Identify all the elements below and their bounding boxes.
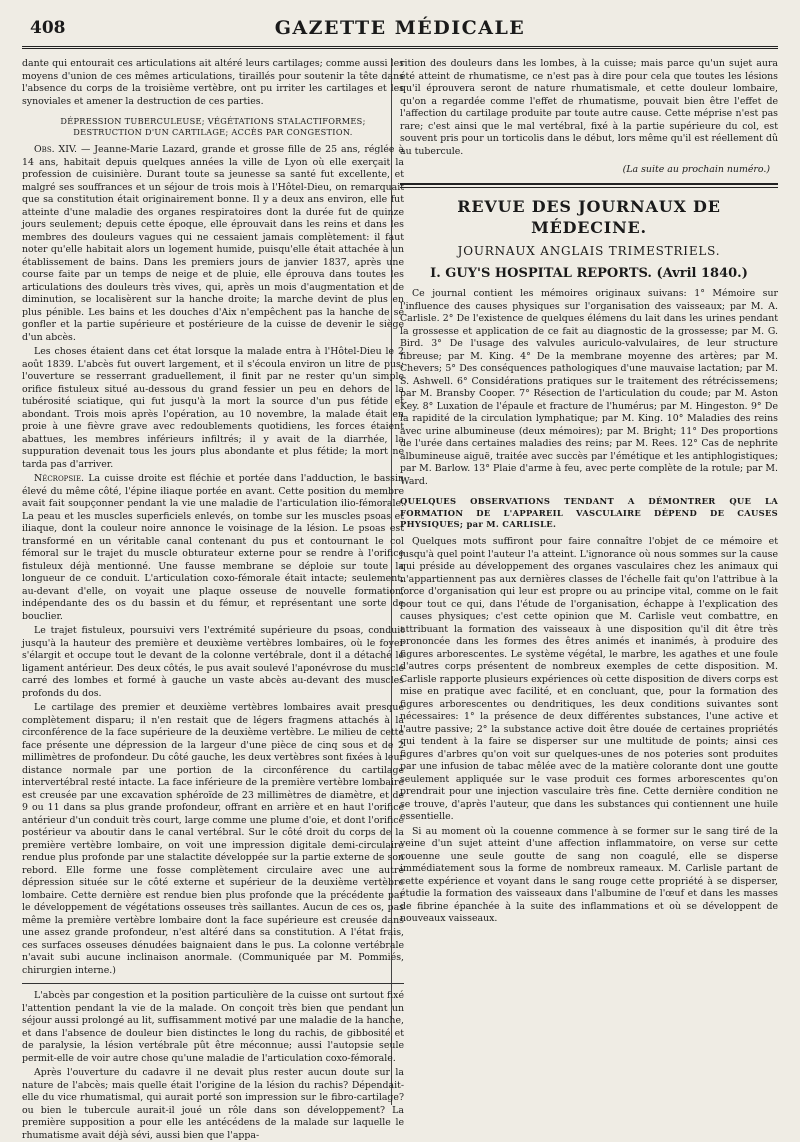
- observation-label: Obs. XIV.: [34, 144, 78, 156]
- paragraph-quelques-mots: Quelques mots suffiront pour faire connaître l'objet de ce mémoire et jusqu'à quel point l'auteur l'a atteint. L'ignorance où nous sommes sur la cause qui préside au développement des organes vasculaires chez les animaux qui n'appartiennent pas aux dernières classes de l'échelle fait qu'on l'attribue à la force d'organisation qui leur est propre ou au principe vital, comme on le fait pour tout ce qui, dans l'étude de l'organisation, échappe à l'explication des causes physiques; c'est cette opinion que M. Carlisle veut combattre, en attribuant la formation des vaisseaux à une disposition qu'il dit être très prononcée dans les formes des êtres animés et inanimés, à produire des figures arborescentes. Le système végétal, le marbre, les agathes et une foule d'autres corps présentent de nombreux exemples de cette disposition. M. Carlisle rapporte plusieurs expériences où cette disposition de divers corps est mise en pratique avec facilité, et en concluant, que, pour la formation des figures arborescentes ou dendritiques, les deux conditions suivantes sont nécessaires: 1° la présence de deux différentes substances, l'une active et l'autre passive; 2° la substance active doit être douée de certaines propriétés qui tendent à la faire se disperser sur une multitude de points; ainsi ces figures d'arbres qu'on voit sur quelques-unes de nos poteries sont produites par une infusion de tabac mêlée avec de la matière colorante dont une goutte seulement appliquée sur le vase produit ces formes arborescentes qu'on prendrait pour une injection vasculaire très fine. Cette dernière condition ne se trouve, d'après l'auteur, que dans les substances qui contiennent une huile essentielle.: [400, 536, 778, 823]
- paragraph-trajet: Le trajet fistuleux, poursuivi vers l'extrémité supérieure du psoas, conduit jusqu'à la hauteur des première et deuxième vertèbres lombaires, où le foyer s'élargit et occupe tout le devant de la colonne vertébrale, dont il a détaché le ligament antérieur. Des deux côtés, le pus avait soulevé l'aponévrose du muscle carré des lombes et formé à gauche un vaste abcès au-devant des muscles profonds du dos.: [22, 625, 404, 699]
- page-header: [22, 12, 778, 52]
- paragraph-apres: Après l'ouverture du cadavre il ne devait plus rester aucun doute sur la nature de l'abcès; mais quelle était l'origine de la lésion du rachis? Dépendait-elle du vice rhumatismal, qui aurait porté son impression sur le fibro-cartilage? ou bien le tubercule aurait-il joué un rôle dans son développement? La première supposition a pour elle les antécédens de la malade sur laquelle le rhumatisme avait déjà sévi, aussi bien que l'appa-: [22, 1067, 404, 1141]
- to-be-continued: (La suite au prochain numéro.): [622, 164, 770, 175]
- guys-hospital-heading: I. GUY'S HOSPITAL REPORTS. (Avril 1840.): [430, 265, 748, 281]
- paragraph-couenne: Si au moment où la couenne commence à se former sur le sang tiré de la veine d'un sujet atteint d'une affection inflammatoire, on verse sur cette couenne une seule goutte de sang non coagulé, elle se disperse immédiatement sous la forme de nombreux rameaux. M. Carlisle partant de cette expérience et voyant dans le sang rouge cette propriété à se disperser, étudie la formation des vaisseaux dans l'albumine de l'œuf et dans les masses de fibrine épanchée à la suite des inflammations et où se développent de nouveaux vaisseaux.: [400, 825, 778, 925]
- paragraph-intro: dante qui entourait ces articulations ait altéré leurs cartilages; comme aussi les moyens d'union de ces mêmes articulations, tiraillés pour soutenir la tête dans l'absence du corps de la troisième vertèbre, ont pu irriter les cartilages et les synoviales et amener la destruction de ces parties.: [22, 58, 404, 107]
- paragraph-hotel-dieu: Les choses étaient dans cet état lorsque la malade entra à l'Hôtel-Dieu le 2 août 1839. L'abcès fut ouvert largement, et il s'écoula environ un litre de pus; l'ouverture se resserrant graduellement, il finit par ne rester qu'un simple orifice fistuleux situé au-dessous du grand fessier un peu en dehors de la tubérosité sciatique, qui fut jusqu'à la mort la source d'un pus fétide et abondant. Trois mois après l'opération, au 10 novembre, la malade était en proie à une fièvre grave avec redoublements quotidiens, les forces étaient abattues, les membres inférieurs infiltrés; il y avait de la diarrhée, la suppuration devenait tous les jours plus abondante et plus fétide; la mort ne tarda pas d'arriver.: [22, 346, 404, 470]
- paragraph-cartilage: Le cartilage des premier et deuxième vertèbres lombaires avait presque complètement disparu; il n'en restait que de légers fragmens attachés à la circonférence de la face supérieure de la deuxième vertèbre. Le milieu de cette face présente une dépression de la largeur d'une pièce de cinq sous et de 2 millimètres de profondeur. Du côté gauche, les deux vertèbres sont fixées à leur distance normale par une portion de la circonférence du cartilage intervertébral resté intacte. La face inférieure de la première vertèbre lombaire est creusée par une excavation sphéroïde de 23 millimètres de diamètre, et de 9 ou 11 dans sa plus grande profondeur, offrant en arrière et en haut l'orifice antérieur d'un conduit très court, large comme une plume d'oie, et dont l'orifice postérieur va aboutir dans le canal vertébral. Sur le côté droit du corps de la première vertèbre lombaire, on voit une impression digitale demi-circulaire rendue plus profonde par une stalactite développée sur la partie externe de son rebord. Elle forme une fosse complètement circulaire avec une autre dépression située sur le côté externe et supérieur de la deuxième vertèbre lombaire. Cette dernière est rendue bien plus profonde que la précédente par le développement de végétations osseuses très saillantes. Aucun de ces os, pas même la première vertèbre lombaire dont la face supérieure est creusée dans une assez grande profondeur, n'est altéré dans sa constitution. A l'état frais, ces surfaces osseuses dénudées baignaient dans le pus. La colonne vertébrale n'avait subi aucune inclinaison anormale. (Communiquée par M. Pommiés, chirurgien interne.): [22, 702, 404, 976]
- paragraph-continuation: rition des douleurs dans les lombes, à la cuisse; mais parce qu'un sujet aura été atteint de rhumatisme, ce n'est pas à dire pour cela que toutes les lésions qu'il éprouvera seront de nature rhumatismale, et cette douleur lombaire, qu'on a regardée comme l'effet de rhumatisme, pouvait bien être l'effet de l'affection du cartilage produite par toute autre cause. Cette méprise n'est pas rare; c'est ainsi que le mal vertébral, fixé à la partie supérieure du col, est souvent pris pour un torticolis dans le début, lors même qu'il est réellement dû au tubercule.: [400, 58, 778, 157]
- paragraph-necropsie: [22, 473, 404, 623]
- journal-title: GAZETTE MÉDICALE: [274, 17, 526, 39]
- necropsie-text: La cuisse droite est fléchie et portée dans l'adduction, le bassin élevé du même côté, l'épine iliaque portée en avant. Cette position du membre avait fait soupçonner pendant la vie une maladie de l'articulation ilio-fémorale. La peau et les muscles superficiels enlevés, on tombe sur les muscles psoas et iliaque, dont la couleur noire annonce le voisinage de la lésion. Le psoas est transformé en un véritable canal contenant du pus et contournant le col fémoral sur le trajet du muscle obturateur externe pour se rendre à l'orifice fistuleux déjà mentionné. Une fausse membrane se déploie sur toute la longueur de ce conduit. L'articulation coxo-fémorale était intacte; seulement, au-devant d'elle, on voyait une plaque osseuse de nouvelle formation, indépendante des os du bassin et du fémur, et représentant une sorte de bouclier.: [22, 473, 404, 622]
- page-number: 408: [30, 18, 66, 38]
- right-column: [400, 58, 778, 1107]
- paragraph-journal-contents: Ce journal contient les mémoires originaux suivans: 1° Mémoire sur l'influence des causes physiques sur l'organisation des vaisseaux; par M. A. Carlisle. 2° De l'existence de quelques élémens du lait dans les urines pendant la grossesse et application de ce fait au diagnostic de la grossesse; par M. G. Bird. 3° De l'usage des valvules auriculo-valvulaires, de leur structure fibreuse; par M. King. 4° De la membrane moyenne des artères; par M. Chevers; 5° Des conséquences pathologiques d'une mauvaise lactation; par M. S. Ashwell. 6° Considérations pratiques sur le traitement des rétrécissemens; par M. Bransby Cooper. 7° Résection de l'articulation du coude; par M. Aston Key. 8° Luxation de l'épaule et fracture de l'humérus; par M. Hingeston. 9° De la rapidité de la circulation lymphatique; par M. King. 10° Maladies des reins avec urine albumineuse (deux mémoires); par M. Bright; 11° Des proportions de l'urée dans certaines maladies des reins; par M. Rees. 12° Cas de nephrite albumineuse aiguë, traitée avec succès par l'émétique et les antiphlogistiques; par M. Barlow. 13° Plaie d'arme à feu, avec perte complète de la rotule; par M. Ward.: [400, 288, 778, 487]
- paragraph-observation: [22, 144, 404, 344]
- section-rule: [400, 183, 778, 188]
- paragraph-rule: [22, 983, 404, 984]
- article-subheading: QUELQUES OBSERVATIONS TENDANT A DÉMONTRER QUE LA FORMATION DE L'APPAREIL VASCULAIRE DÉPEND DE CAUSES PHYSIQUES; par M. CARLISLE.: [400, 496, 778, 529]
- section-heading: DÉPRESSION TUBERCULEUSE; VÉGÉTATIONS STALACTIFORMES; DESTRUCTION D'UN CARTILAGE; ACCÈS PAR CONGESTION.: [60, 116, 366, 138]
- necropsie-label: Nécropsie.: [34, 473, 85, 485]
- paragraph-abces: L'abcès par congestion et la position particulière de la cuisse ont surtout fixé l'attention pendant la vie de la malade. On conçoit très bien que pendant un séjour aussi prolongé au lit, suffisamment motivé par une maladie de la hanche, et dans l'absence de douleur bien distinctes le long du rachis, de gibbosité et de paralysie, la lésion vertébrale pût être méconnue; aussi l'autopsie seule permit-elle de voir autre chose qu'une maladie de l'articulation coxo-fémorale.: [22, 990, 404, 1064]
- left-column: [22, 58, 404, 1141]
- revue-title: REVUE DES JOURNAUX DE MÉDECINE.: [457, 196, 721, 237]
- journaux-subtitle: JOURNAUX ANGLAIS TRIMESTRIELS.: [457, 244, 721, 259]
- header-rule: [22, 46, 778, 49]
- observation-text: — Jeanne-Marie Lazard, grande et grosse fille de 25 ans, réglée à 14 ans, habitait depuis quelques années la ville de Lyon où elle exerçait la profession de cuisinière. Durant toute sa jeunesse sa santé fut excellente, et malgré ses souffrances et un séjour de trois mois à l'Hôtel-Dieu, on remarquait que sa constitution était originairement bonne. Il y a deux ans environ, elle fut atteinte d'une maladie des organes respiratoires dont la durée fut de quinze jours seulement; depuis cette époque, elle éprouvait dans les reins et dans les membres des douleurs vagues qui ne cessaient jamais complètement: il faut noter qu'elle habitait alors un logement humide, puisqu'elle était attachée à un établissement de bains. Dans les premiers jours de janvier 1837, après une course faite par un temps de neige et de pluie, elle éprouva dans toutes les articulations des douleurs très vives, qui, après un mois d'augmentation et de diminution, se localisèrent sur la hanche droite; la marche devint de plus en plus pénible. Les bains et les douches d'Aix n'empêchent pas la hanche de se gonfler et la partie supérieure et postérieure de la cuisse de devenir le siège d'un abcès.: [22, 144, 404, 343]
